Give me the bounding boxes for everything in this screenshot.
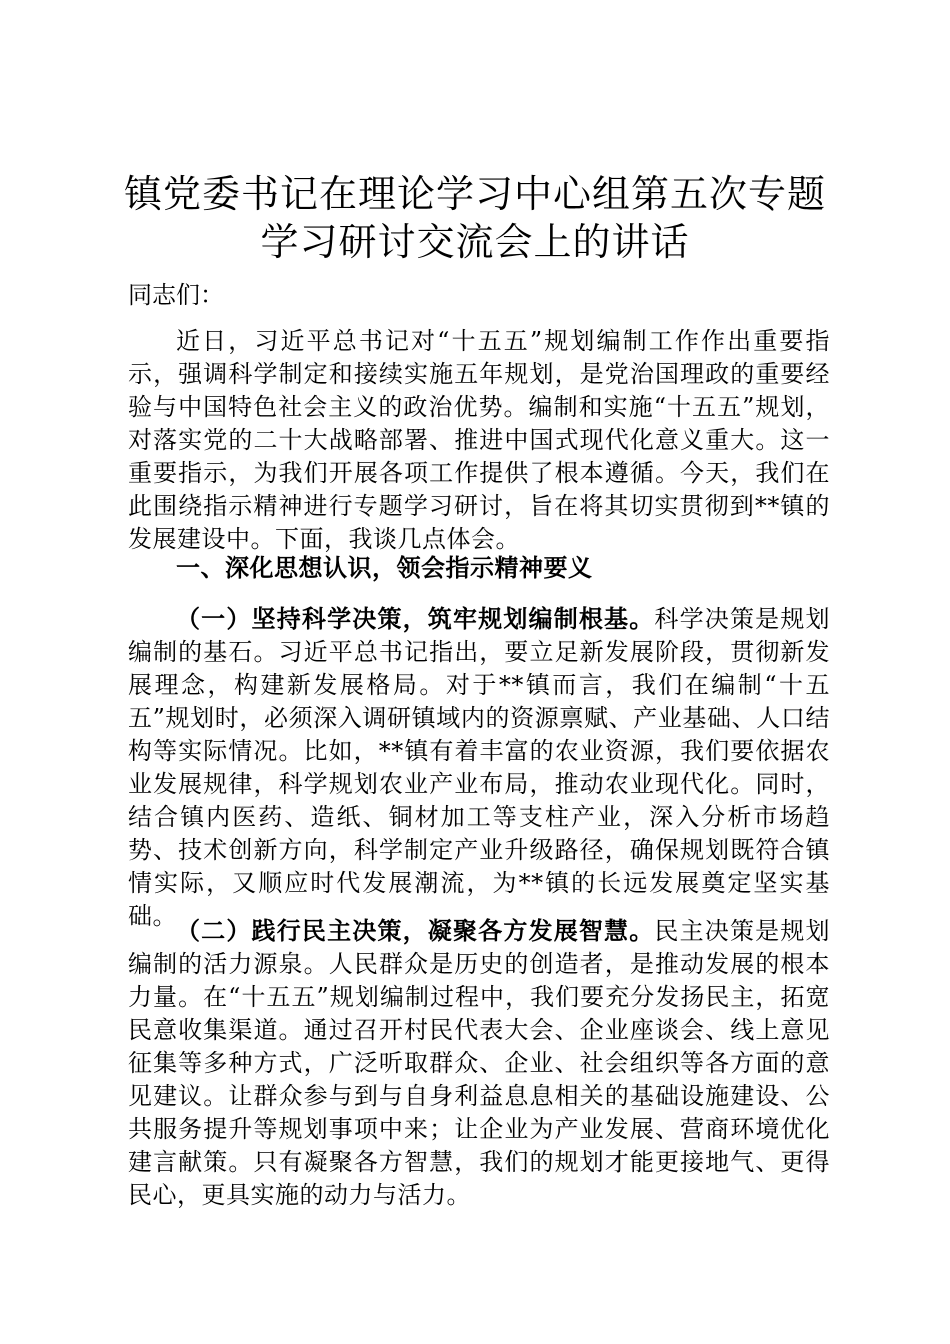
intro-paragraph: 近日，习近平总书记对“十五五”规划编制工作作出重要指示，强调科学制定和接续实施五年规划，是党治国理政的重要经验与中国特色社会主义的政治优势。编制和实施“十五五”规划，对落实党的二十大战略部署、推进中国式现代化意义重大。这一重要指示，为我们开展各项工作提供了根本遵循。今天，我们在此围绕指示精神进行专题学习研讨，旨在将其切实贯彻到**镇的发展建设中。下面，我谈几点体会。 bbox=[128, 327, 830, 553]
subsection-text-2: 民主决策是规划编制的活力源泉。人民群众是历史的创造者，是推动发展的根本力量。在“十五五”规划编制过程中，我们要充分发扬民主，拓宽民意收集渠道。通过召开村民代表大会、企业座谈会、线上意见征集等多种方式，广泛听取群众、企业、社会组织等各方面的意见建议。让群众参与到与自身利益息息相关的基础设施建设、公共服务提升等规划事项中来；让企业为产业发展、营商环境优化建言献策。只有凝聚各方智慧，我们的规划才能更接地气、更得民心，更具实施的动力与活力。 bbox=[128, 917, 831, 1209]
subsection-text-1: 科学决策是规划编制的基石。习近平总书记指出，要立足新发展阶段，贯彻新发展理念，构建新发展格局。对于**镇而言，我们在编制“十五五”规划时，必须深入调研镇域内的资源禀赋、产业基础、人口结构等实际情况。比如，**镇有着丰富的农业资源，我们要依据农业发展规律，科学规划农业产业布局，推动农业现代化。同时，结合镇内医药、造纸、铜材加工等支柱产业，深入分析市场趋势、技术创新方向，科学制定产业升级路径，确保规划既符合镇情实际，又顺应时代发展潮流，为**镇的长远发展奠定坚实基础。 bbox=[128, 605, 831, 930]
subsection-lead-1: （一）坚持科学决策，筑牢规划编制根基。 bbox=[176, 604, 655, 633]
subsection-paragraph-2 bbox=[128, 914, 830, 1212]
subsection-lead-2: （二）践行民主决策，凝聚各方发展智慧。 bbox=[176, 916, 655, 945]
section-heading-1: 一、深化思想认识，领会指示精神要义 bbox=[176, 553, 593, 582]
greeting: 同志们： bbox=[128, 281, 224, 309]
document-title: 镇党委书记在理论学习中心组第五次专题学习研讨交流会上的讲话 bbox=[123, 172, 826, 264]
subsection-paragraph-1 bbox=[128, 602, 830, 933]
